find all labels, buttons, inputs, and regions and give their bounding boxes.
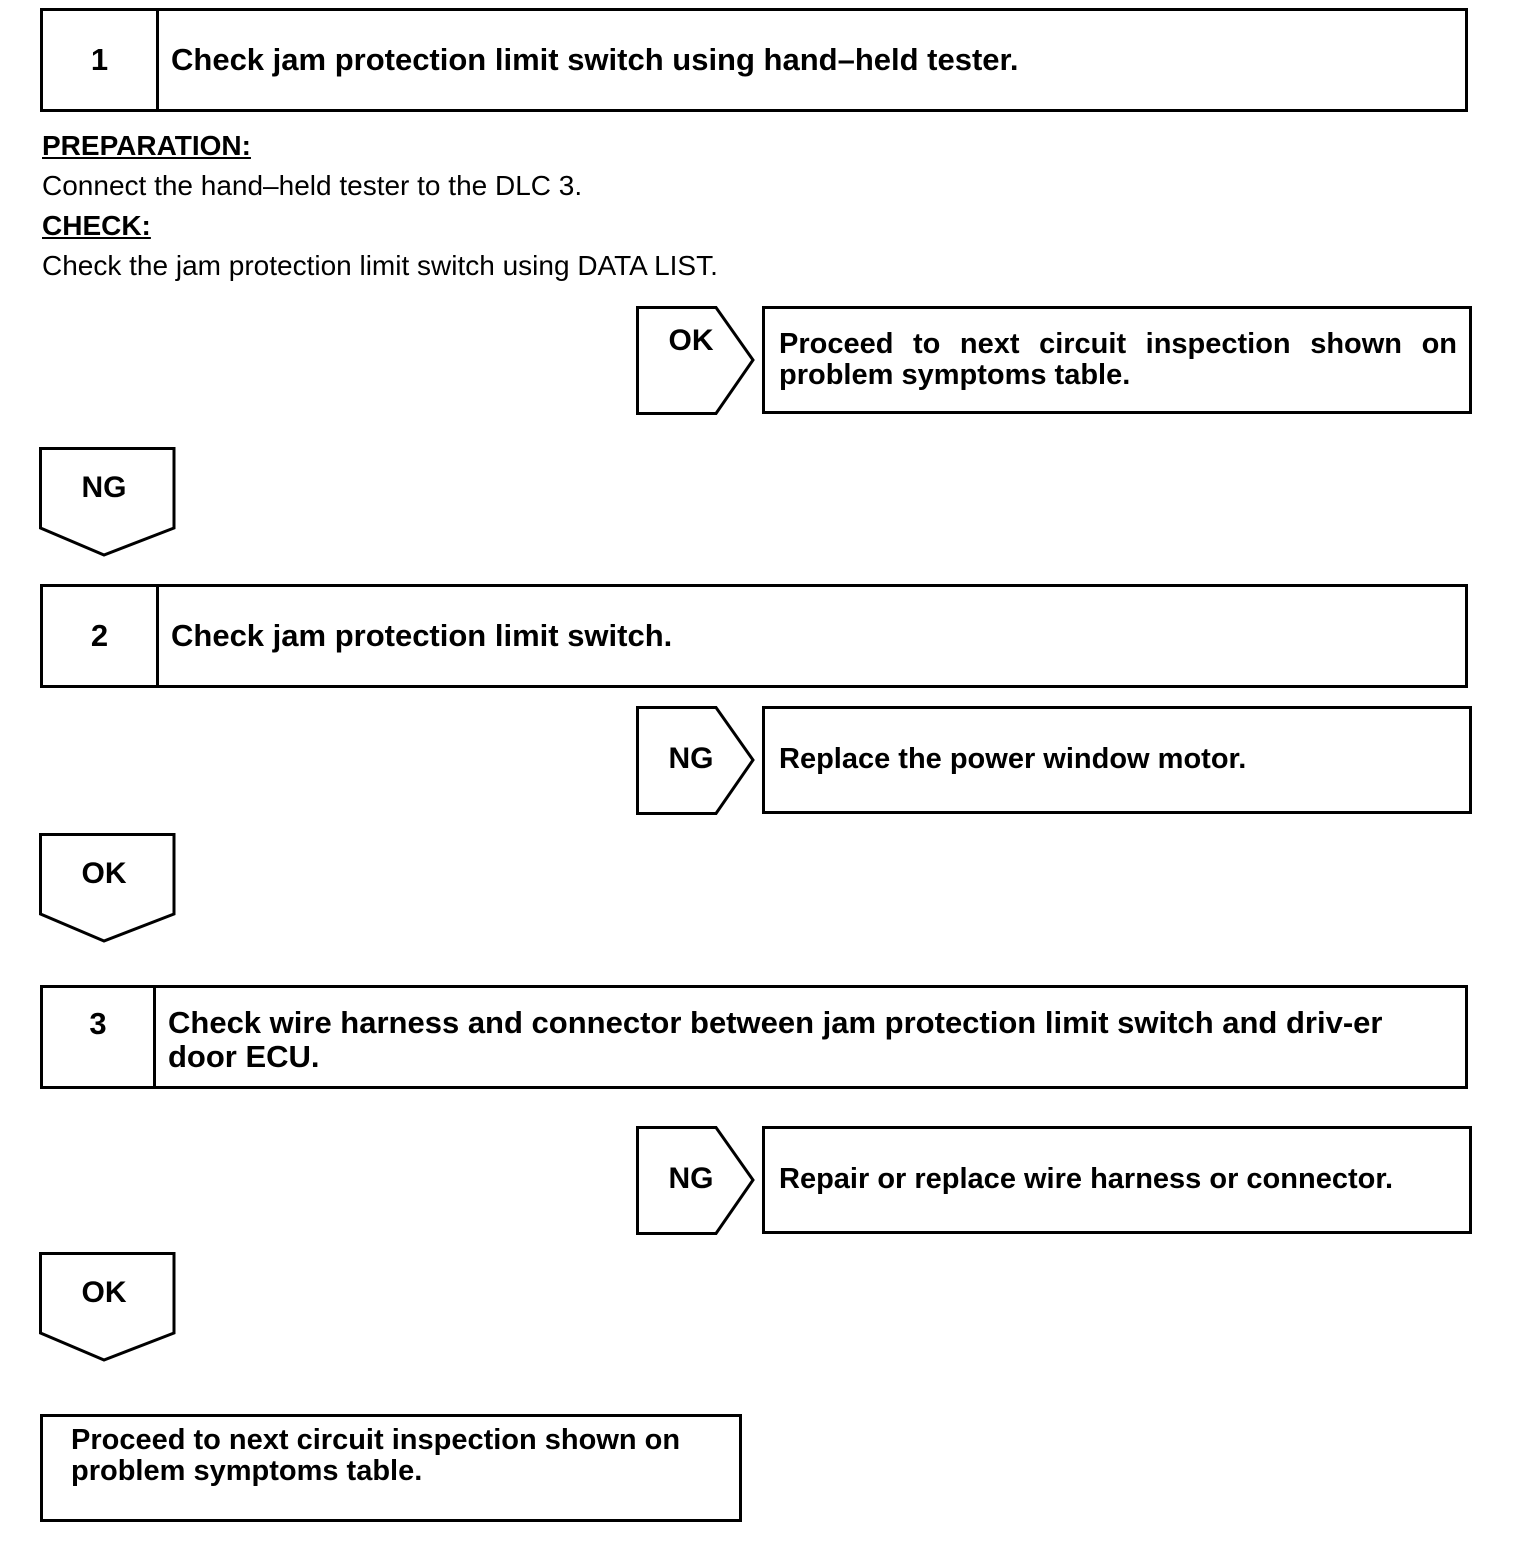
preparation-text: Connect the hand–held tester to the DLC 3. [42, 170, 583, 201]
branch-tag-3 [636, 1126, 756, 1236]
down-tag-3 [39, 1252, 176, 1362]
down-tag-1 [39, 447, 176, 557]
step-1-title: Check jam protection limit switch using hand–held tester. [171, 42, 1019, 77]
check-heading: CHECK: [42, 210, 151, 241]
final-result: Proceed to next circuit inspection shown on problem symptoms table. [40, 1414, 742, 1522]
check-text: Check the jam protection limit switch using DATA LIST. [42, 250, 718, 281]
branch-tag-2-label: NG [668, 742, 714, 775]
down-tag-2-label: OK [81, 857, 127, 890]
step-2-box [40, 584, 1468, 688]
branch-tag-1 [636, 306, 756, 416]
branch-tag-2 [636, 706, 756, 816]
branch-tag-1-label: OK [668, 324, 714, 357]
branch-result-3: Repair or replace wire harness or connector. [762, 1126, 1472, 1234]
right-arrow-tag-shape [636, 306, 756, 416]
step-3-box [40, 985, 1468, 1089]
down-tag-1-label: NG [81, 471, 127, 504]
branch-tag-3-label: NG [668, 1162, 714, 1195]
preparation-heading: PREPARATION: [42, 130, 251, 161]
step-3-number: 3 [43, 988, 156, 1086]
branch-result-2: Replace the power window motor. [762, 706, 1472, 814]
step-1-box [40, 8, 1468, 112]
step-2-number: 2 [43, 587, 159, 685]
step-2-title: Check jam protection limit switch. [171, 618, 673, 653]
step-1-number: 1 [43, 11, 159, 109]
down-tag-3-label: OK [81, 1276, 127, 1309]
step-3-title: Check wire harness and connector between jam protection limit switch and driv-er door ECU. [168, 1005, 1383, 1074]
down-tag-2 [39, 833, 176, 943]
branch-result-1: Proceed to next circuit inspection shown on problem symptoms table. [762, 306, 1472, 414]
